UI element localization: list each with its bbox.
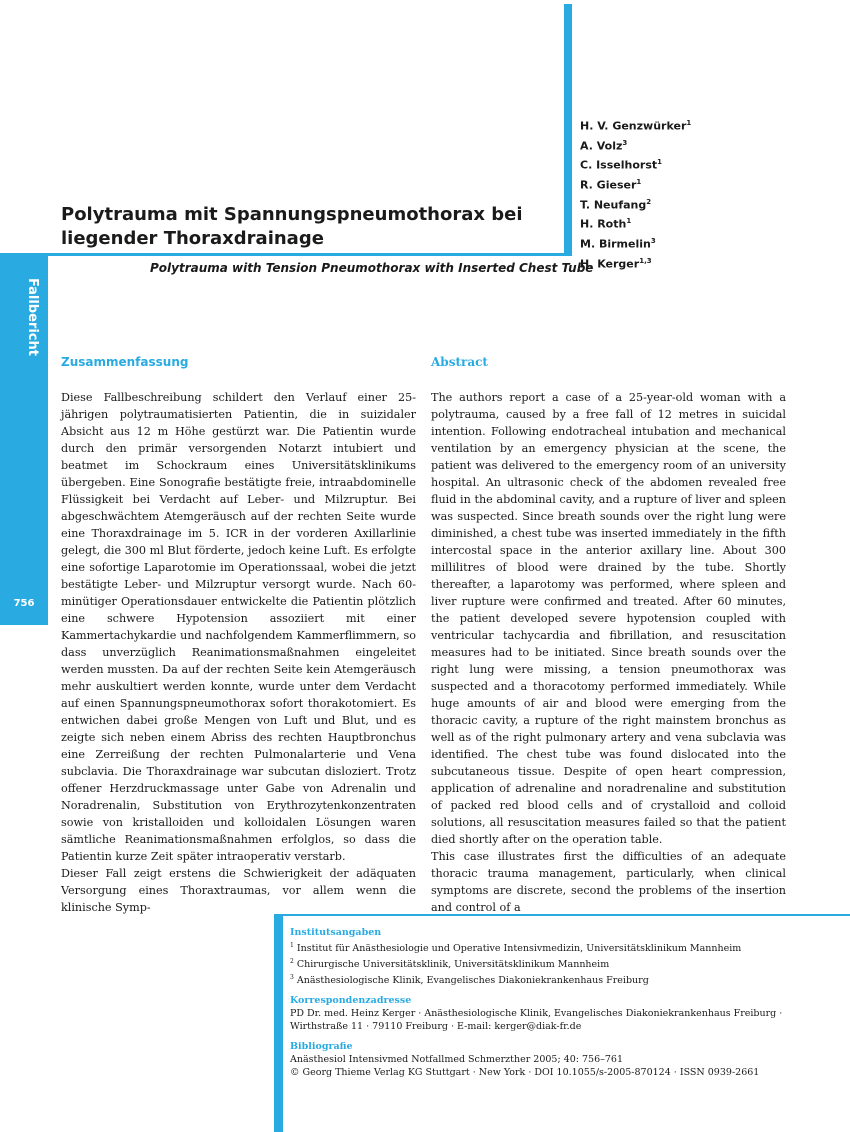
institutions-block <box>290 926 840 987</box>
correspondence-block <box>290 994 840 1033</box>
title-line: liegender Thoraxdrainage <box>61 228 324 249</box>
zusammenfassung-paragraph: Dieser Fall zeigt erstens die Schwierigkeit der adäquaten Versorgung eines Thoraxtraumas, vor allem wenn die klinische Symp- <box>61 867 416 914</box>
institution-line: $^1$ Institut für Anästhesiologie und Operative Intensivmedizin, Universitätsklinikum Mannheim <box>290 942 742 955</box>
info-box-top-rule <box>274 914 850 916</box>
author: A. Volz$^3$ <box>580 138 628 153</box>
page-number: 756 <box>13 598 35 609</box>
title-accent-bar <box>564 4 572 256</box>
info-box-accent-bar <box>274 914 283 1132</box>
author: H. V. Genzwürker$^1$ <box>580 119 692 133</box>
author: C. Isselhorst$^1$ <box>580 158 662 172</box>
abstract-heading: Abstract <box>431 355 488 369</box>
institution-line: $^3$ Anästhesiologische Klinik, Evangelisches Diakoniekrankenhaus Freiburg <box>290 974 649 987</box>
zusammenfassung-heading: Zusammenfassung <box>61 355 189 369</box>
institution-line: $^2$ Chirurgische Universitätsklinik, Universitätsklinikum Mannheim <box>290 958 610 971</box>
correspondence-heading: Korrespondenzadresse <box>290 995 412 1007</box>
abstract-column <box>431 354 786 916</box>
abstract-paragraph: This case illustrates first the difficulties of an adequate thoracic trauma management, particularly, when clinical symptoms are discrete, second the problems of the insertion and control of a <box>431 850 786 914</box>
author: H. Roth$^1$ <box>580 217 632 231</box>
english-subtitle: Polytrauma with Tension Pneumothorax with Inserted Chest Tube <box>150 261 594 275</box>
title-underline-bar <box>0 253 572 256</box>
bibliography-line: © Georg Thieme Verlag KG Stuttgart · New York · DOI 10.1055/s-2005-870124 · ISSN 0939-2661 <box>290 1067 760 1079</box>
author: H. Kerger$^{1,3}$ <box>580 256 652 271</box>
author: T. Neufang$^2$ <box>580 197 652 212</box>
zusammenfassung-paragraph: Diese Fallbeschreibung schildert den Verlauf einer 25-jährigen polytraumatisierten Patientin, die in suizidaler Absicht aus 12 m Höhe gestürzt war. Die Patientin wurde durch den primär versorgenden Notarzt intubiert und beatmet im Schockraum eines Universitätsklinikums übergeben. Eine Sonografie bestätigte freie, intraabdominelle Flüssigkeit bei Verdacht auf Leber- und Milzruptur. Bei abgeschwächtem Atemgeräusch auf der rechten Seite wurde eine Thoraxdrainage im 5. ICR in der vorderen Axillarlinie gelegt, die 300 ml Blut förderte, jedoch keine Luft. Es erfolgte eine sofortige Laparotomie im Operationssaal, wobei die jetzt bestätigte Leber- und Milzruptur versorgt wurde. Nach 60-minütiger Operationsdauer entwickelte die Patientin plötzlich eine schwere Hypotension assoziiert mit einer Kammertachykardie und nachfolgendem Kammerflimmern, so dass unverzüglich Reanimationsmaßnahmen eingeleitet werden mussten. Da auf der rechten Seite kein Atemgeräusch mehr auskultiert werden konnte, wurde unter dem Verdacht auf einen Spannungspneumothorax sofort thorakotomiert. Es entwichen dabei große Mengen von Luft und Blut, und es zeigte sich neben einem Abriss des rechten Hauptbronchus eine Zerreißung der rechten Pulmonalarterie und Vena subclavia. Die Thoraxdrainage war subcutan disloziert. Trotz offener Herzdruckmassage unter Gabe von Adrenalin und Noradrenalin, Substitution von Erythrozytenkonzentraten sowie von kristalloiden und kolloidalen Lösungen waren sämtliche Reanimationsmaßnahmen erfolglos, so dass die Patientin kurze Zeit später intraoperativ verstarb. <box>61 391 416 863</box>
abstract-paragraph: The authors report a case of a 25-year-old woman with a polytrauma, caused by a free fall of 12 metres in suicidal intention. Following endotracheal intubation and mechanical ventilation by an emergency physician at the scene, the patient was delivered to the emergency room of an university hospital. An ultrasonic check of the abdomen revealed free fluid in the abdominal cavity, and a rupture of liver and spleen was suspected. Since breath sounds over the right lung were diminished, a chest tube was inserted immediately in the fifth intercostal space in the anterior axillary line. About 300 millilitres of blood were drained by the tube. Shortly thereafter, a laparotomy was performed, where spleen and liver rupture were confirmed and treated. After 60 minutes, the patient developed severe hypotension coupled with ventricular tachycardia and fibrillation, and resuscitation measures had to be initiated. Since breath sounds over the right lung were missing, a tension pneumothorax was suspected and a thoracotomy performed immediately. While huge amounts of air and blood were emerging from the thoracic cavity, a rupture of the right mainstem bronchus as well as of the right pulmonary artery and vena subclavia was identified. The chest tube was found dislocated into the subcutaneous tissue. Despite of open heart compression, application of adrenaline and noradrenaline and substitution of packed red blood cells and of crystalloid and colloid solutions, all resuscitation measures failed so that the patient died shortly after on the operation table. <box>431 391 786 846</box>
bibliography-heading: Bibliografie <box>290 1041 353 1053</box>
publication-info-box <box>290 926 840 1086</box>
title-line: Polytrauma mit Spannungspneumothorax bei <box>61 204 523 225</box>
author: M. Birmelin$^3$ <box>580 236 656 251</box>
author: R. Gieser$^1$ <box>580 177 642 192</box>
correspondence-line: Wirthstraße 11 · 79110 Freiburg · E-mail: kerger@diak-fr.de <box>290 1021 582 1033</box>
section-label: Fallbericht <box>25 278 40 356</box>
bibliography-line: Anästhesiol Intensivmed Notfallmed Schmerzther 2005; 40: 756–761 <box>290 1054 624 1066</box>
institutions-heading: Institutsangaben <box>290 927 382 938</box>
author-list <box>580 115 691 272</box>
zusammenfassung-column <box>61 354 416 916</box>
bibliography-block <box>290 1040 840 1079</box>
correspondence-line: PD Dr. med. Heinz Kerger · Anästhesiologische Klinik, Evangelisches Diakoniekrankenhaus Freiburg · <box>290 1008 783 1020</box>
page-title <box>61 203 556 251</box>
